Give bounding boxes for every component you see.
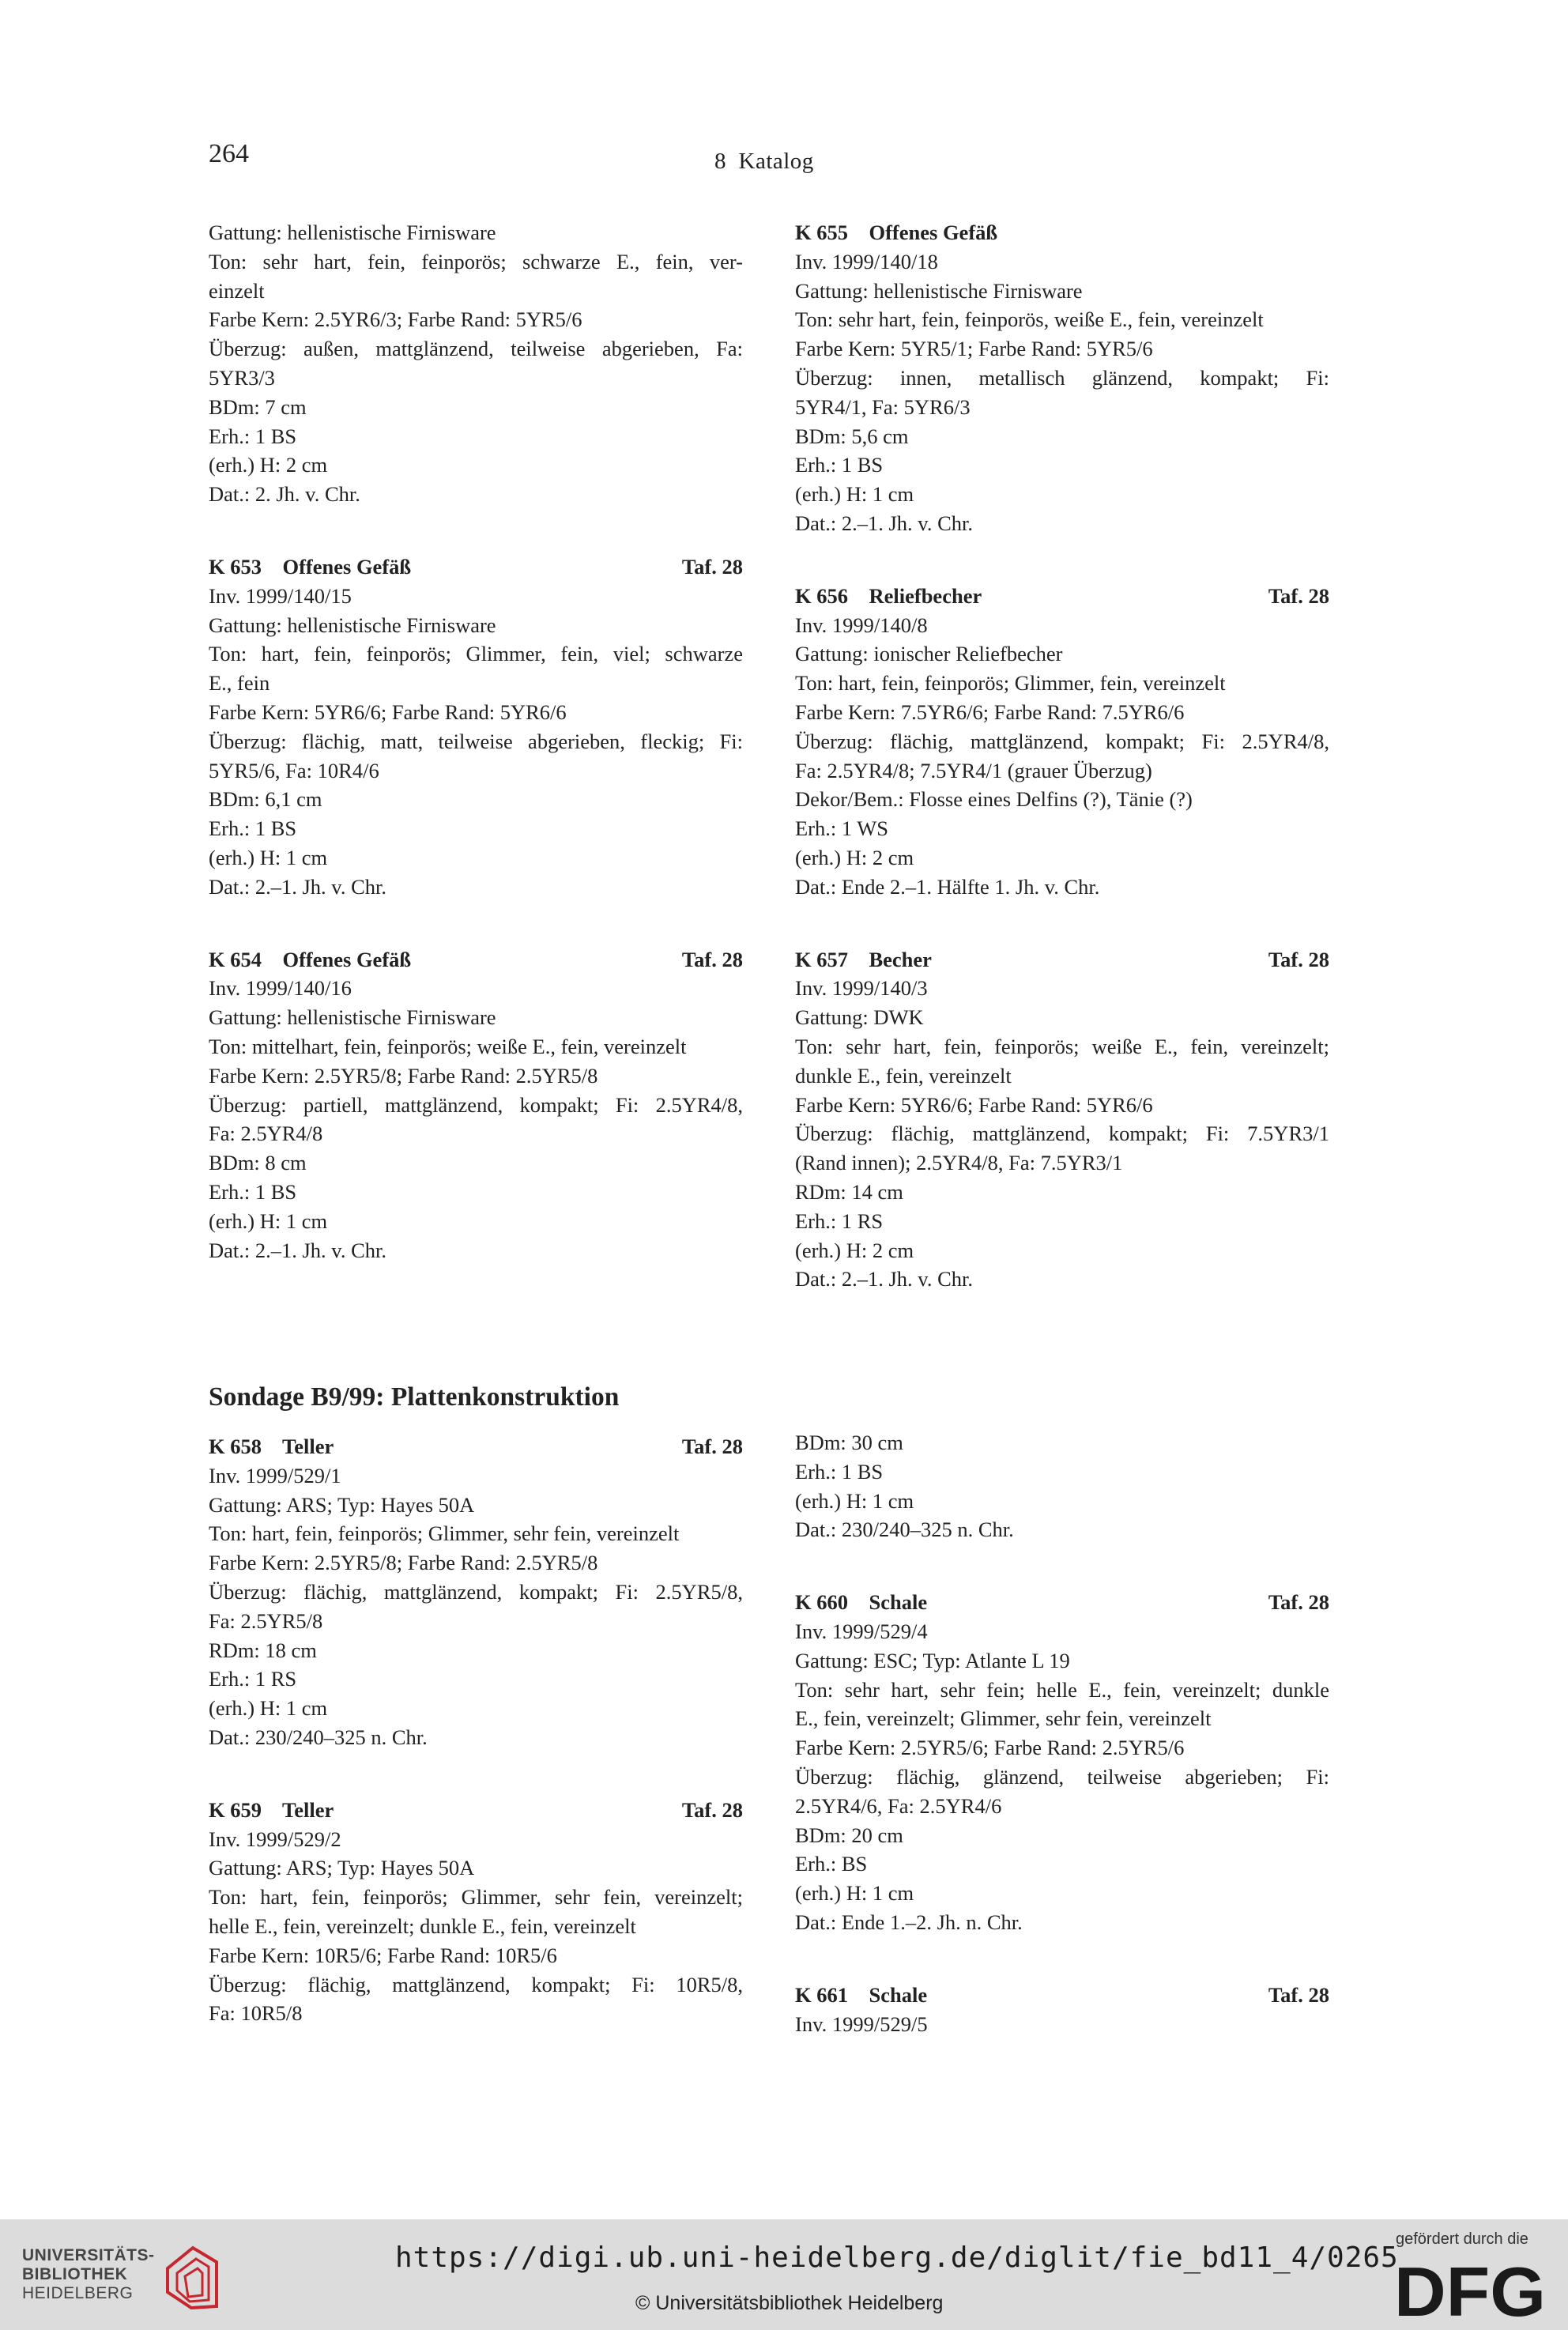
plate-reference: Taf. 28: [1268, 947, 1329, 971]
entry-line: Farbe Kern: 7.5YR6/6; Farbe Rand: 7.5YR6/6: [795, 699, 1185, 724]
entry-line: Überzug: partiell, mattglänzend, kompakt; Fi: 2.5YR4/8,: [209, 1092, 743, 1117]
entry-line: Fa: 2.5YR5/8: [209, 1608, 323, 1633]
entry-line: Farbe Kern: 2.5YR5/8; Farbe Rand: 2.5YR5/8: [209, 1551, 598, 1575]
entry-number-title: K 656 Reliefbecher: [795, 583, 982, 608]
entry-line: Gattung: hellenistische Firnisware: [795, 278, 1083, 303]
copyright-notice: © Universitätsbibliothek Heidelberg: [635, 2292, 944, 2314]
entry-line: Farbe Kern: 5YR6/6; Farbe Rand: 5YR6/6: [209, 699, 567, 724]
entry-heading: [209, 552, 743, 582]
catalog-column-left-2: [209, 1432, 743, 2028]
entry-line: Gattung: ARS; Typ: Hayes 50A: [209, 1856, 475, 1880]
entry-line: Gattung: hellenistische Firnisware: [209, 613, 496, 637]
entry-line: Gattung: ionischer Reliefbecher: [795, 642, 1063, 666]
entry-line: (erh.) H: 2 cm: [209, 453, 328, 477]
entry-number-title: K 657 Becher: [795, 947, 932, 971]
plate-reference: Taf. 28: [681, 947, 743, 971]
source-url-link[interactable]: https://digi.ub.uni-heidelberg.de/diglit/fie_bd11_4/0265: [395, 2241, 1399, 2274]
entry-line: Inv. 1999/140/3: [795, 976, 928, 1001]
entry-line: Erh.: BS: [795, 1852, 868, 1876]
entry-heading: [795, 1588, 1329, 1617]
entry-line: Dat.: 230/240–325 n. Chr.: [209, 1725, 428, 1749]
entry-line: Dat.: Ende 1.–2. Jh. n. Chr.: [795, 1910, 1023, 1934]
entry-line: Ton: mittelhart, fein, feinporös; weiße E., fein, vereinzelt: [209, 1034, 687, 1058]
catalog-entry: [795, 1588, 1329, 1937]
catalog-entry: [209, 1796, 743, 2028]
entry-line: RDm: 14 cm: [795, 1179, 903, 1204]
entry-number-title: K 654 Offenes Gefäß: [209, 947, 412, 971]
entry-line: Überzug: flächig, glänzend, teilweise abgerieben; Fi:: [795, 1764, 1329, 1789]
entry-number-title: K 658 Teller: [209, 1435, 334, 1458]
entry-line: Ton: sehr hart, sehr fein; helle E., fein, vereinzelt; dunkle: [795, 1677, 1329, 1702]
entry-line: Erh.: 1 BS: [795, 1459, 884, 1484]
entry-line: Erh.: 1 WS: [795, 816, 889, 841]
entry-line: Ton: sehr hart, fein, feinporös; schwarze E., fein, ver-: [209, 249, 743, 273]
entry-line: Überzug: flächig, matt, teilweise abgerieben, fleckig; Fi:: [209, 729, 743, 753]
entry-line: Dat.: Ende 2.–1. Hälfte 1. Jh. v. Chr.: [795, 874, 1100, 899]
entry-line: Ton: sehr hart, fein, feinporös, weiße E., fein, vereinzelt: [795, 307, 1264, 332]
entry-line: Überzug: flächig, mattglänzend, kompakt; Fi: 10R5/8,: [209, 1972, 743, 1996]
entry-number-title: K 661 Schale: [795, 1982, 928, 2007]
entry-line: Ton: hart, fein, feinporös; Glimmer, fein, viel; schwarze: [209, 642, 743, 666]
catalog-entry: [795, 1981, 1329, 2039]
entry-line: E., fein: [209, 671, 270, 696]
catalog-entry: [209, 218, 743, 509]
entry-line: dunkle E., fein, vereinzelt: [795, 1063, 1012, 1088]
entry-line: Gattung: hellenistische Firnisware: [209, 1005, 496, 1030]
plate-reference: Taf. 28: [1268, 583, 1329, 608]
plate-reference: Taf. 28: [681, 554, 743, 579]
entry-line: Inv. 1999/529/4: [795, 1619, 928, 1643]
entry-line: Überzug: flächig, mattglänzend, kompakt; Fi: 2.5YR4/8,: [795, 729, 1329, 753]
entry-number-title: K 659 Teller: [209, 1797, 334, 1822]
entry-line: Farbe Kern: 2.5YR5/8; Farbe Rand: 2.5YR5/8: [209, 1063, 598, 1088]
entry-line: Überzug: innen, metallisch glänzend, kompakt; Fi:: [795, 365, 1329, 390]
catalog-entry: [795, 582, 1329, 902]
entry-line: Ton: hart, fein, feinporös; Glimmer, sehr fein, vereinzelt;: [209, 1885, 743, 1910]
entry-line: Inv. 1999/140/16: [209, 976, 352, 1001]
entry-line: Erh.: 1 BS: [209, 424, 297, 448]
entry-line: Farbe Kern: 10R5/6; Farbe Rand: 10R5/6: [209, 1943, 557, 1967]
catalog-entry: [795, 1428, 1329, 1544]
entry-line: Überzug: außen, mattglänzend, teilweise abgerieben, Fa:: [209, 337, 743, 361]
entry-line: Erh.: 1 BS: [795, 453, 884, 477]
entry-line: Erh.: 1 BS: [209, 1179, 297, 1204]
catalog-column-right-2: [795, 1428, 1329, 2038]
library-name-line-1: UNIVERSITÄTS-: [22, 2246, 155, 2264]
catalog-entry: [209, 945, 743, 1265]
entry-line: BDm: 7 cm: [209, 394, 307, 419]
entry-number-title: K 655 Offenes Gefäß: [795, 221, 998, 244]
entry-line: Erh.: 1 RS: [209, 1667, 297, 1691]
entry-heading: [209, 945, 743, 975]
entry-line: Überzug: flächig, mattglänzend, kompakt; Fi: 2.5YR5/8,: [209, 1579, 743, 1604]
running-head: 8 Katalog: [714, 149, 814, 174]
entry-heading: [209, 1796, 743, 1825]
library-name-line-3: HEIDELBERG: [22, 2284, 134, 2302]
plate-reference: Taf. 28: [1268, 1982, 1329, 2007]
entry-line: Inv. 1999/529/2: [209, 1827, 341, 1851]
entry-line: Dat.: 2.–1. Jh. v. Chr.: [795, 511, 974, 535]
entry-line: Inv. 1999/529/5: [795, 2011, 928, 2036]
entry-line: (erh.) H: 2 cm: [795, 845, 914, 869]
library-name-line-2: BIBLIOTHEK: [22, 2265, 128, 2283]
entry-line: Fa: 2.5YR4/8; 7.5YR4/1 (grauer Überzug): [795, 758, 1152, 782]
plate-reference: Taf. 28: [1268, 1590, 1329, 1615]
entry-line: Gattung: DWK: [795, 1005, 924, 1030]
dfg-logo[interactable]: [1394, 2257, 1549, 2322]
entry-line: 5YR4/1, Fa: 5YR6/3: [795, 394, 971, 419]
entry-line: Inv. 1999/140/8: [795, 613, 928, 637]
entry-line: Inv. 1999/140/15: [209, 583, 352, 608]
entry-heading: [209, 1432, 743, 1461]
section-title: Sondage B9/99: Plattenkonstruktion: [209, 1382, 620, 1412]
entry-line: helle E., fein, vereinzelt; dunkle E., fein, vereinzelt: [209, 1913, 636, 1938]
entry-heading: [795, 1981, 1329, 2010]
entry-line: Farbe Kern: 2.5YR6/3; Farbe Rand: 5YR5/6: [209, 307, 582, 332]
entry-line: Gattung: ESC; Typ: Atlante L 19: [795, 1648, 1070, 1672]
entry-line: Inv. 1999/529/1: [209, 1463, 341, 1487]
entry-line: (erh.) H: 1 cm: [209, 1696, 328, 1721]
entry-line: Erh.: 1 RS: [795, 1208, 884, 1233]
entry-line: Farbe Kern: 5YR6/6; Farbe Rand: 5YR6/6: [795, 1092, 1153, 1117]
page-number: 264: [209, 139, 249, 168]
entry-line: Dat.: 2.–1. Jh. v. Chr.: [209, 874, 387, 899]
catalog-entry: [795, 218, 1329, 538]
entry-line: Ton: sehr hart, fein, feinporös; weiße E., fein, vereinzelt;: [795, 1034, 1329, 1058]
entry-line: Dat.: 230/240–325 n. Chr.: [795, 1518, 1014, 1542]
entry-line: (erh.) H: 2 cm: [795, 1238, 914, 1262]
entry-line: (Rand innen); 2.5YR4/8, Fa: 7.5YR3/1: [795, 1151, 1123, 1175]
entry-heading: [795, 218, 1329, 247]
entry-line: (erh.) H: 1 cm: [795, 482, 914, 507]
entry-line: Überzug: flächig, mattglänzend, kompakt; Fi: 7.5YR3/1: [795, 1122, 1329, 1146]
entry-line: (erh.) H: 1 cm: [209, 845, 328, 869]
library-logo[interactable]: [22, 2246, 243, 2308]
catalog-entry: [209, 552, 743, 902]
entry-line: BDm: 6,1 cm: [209, 787, 322, 812]
entry-line: Dat.: 2.–1. Jh. v. Chr.: [209, 1238, 387, 1262]
entry-line: Gattung: ARS; Typ: Hayes 50A: [209, 1492, 475, 1517]
entry-line: Ton: hart, fein, feinporös; Glimmer, sehr fein, vereinzelt: [209, 1521, 680, 1546]
plate-reference: Taf. 28: [681, 1797, 743, 1822]
entry-line: Dat.: 2.–1. Jh. v. Chr.: [795, 1267, 974, 1291]
entry-line: Dat.: 2. Jh. v. Chr.: [209, 482, 360, 507]
entry-line: BDm: 8 cm: [209, 1151, 307, 1175]
entry-line: Farbe Kern: 5YR5/1; Farbe Rand: 5YR5/6: [795, 337, 1153, 361]
entry-line: einzelt: [209, 278, 265, 303]
catalog-entry: [795, 945, 1329, 1295]
entry-line: BDm: 5,6 cm: [795, 424, 909, 448]
library-emblem-icon: [161, 2245, 224, 2311]
entry-line: Dekor/Bem.: Flosse eines Delfins (?), Tänie (?): [795, 787, 1193, 812]
entry-number-title: K 660 Schale: [795, 1590, 928, 1615]
catalog-column-left: [209, 218, 743, 1265]
entry-heading: [795, 582, 1329, 611]
entry-line: (erh.) H: 1 cm: [795, 1488, 914, 1513]
entry-number-title: K 653 Offenes Gefäß: [209, 554, 412, 579]
entry-line: Fa: 10R5/8: [209, 2001, 303, 2026]
entry-line: BDm: 20 cm: [795, 1823, 903, 1847]
entry-line: Ton: hart, fein, feinporös; Glimmer, fein, vereinzelt: [795, 671, 1226, 696]
entry-line: BDm: 30 cm: [795, 1431, 903, 1454]
entry-line: 5YR5/6, Fa: 10R4/6: [209, 758, 379, 782]
entry-line: Inv. 1999/140/18: [795, 249, 938, 273]
entry-line: Erh.: 1 BS: [209, 816, 297, 841]
entry-line: RDm: 18 cm: [209, 1638, 317, 1662]
catalog-column-right: [795, 218, 1329, 1294]
funding-caption: gefördert durch die: [1396, 2230, 1528, 2248]
entry-line: (erh.) H: 1 cm: [795, 1881, 914, 1906]
catalog-entry: [209, 1432, 743, 1752]
dfg-logo-text: DFG: [1394, 2257, 1546, 2322]
entry-heading: [795, 945, 1329, 975]
entry-line: (erh.) H: 1 cm: [209, 1208, 328, 1233]
entry-line: Farbe Kern: 2.5YR5/6; Farbe Rand: 2.5YR5/6: [795, 1736, 1185, 1760]
footer-band: [0, 2219, 1568, 2330]
plate-reference: Taf. 28: [681, 1435, 743, 1458]
entry-line: Fa: 2.5YR4/8: [209, 1122, 323, 1146]
entry-line: 2.5YR4/6, Fa: 2.5YR4/6: [795, 1793, 1002, 1818]
entry-line: Gattung: hellenistische Firnisware: [209, 221, 496, 244]
entry-line: 5YR3/3: [209, 365, 275, 390]
entry-line: E., fein, vereinzelt; Glimmer, sehr fein, vereinzelt: [795, 1706, 1212, 1731]
